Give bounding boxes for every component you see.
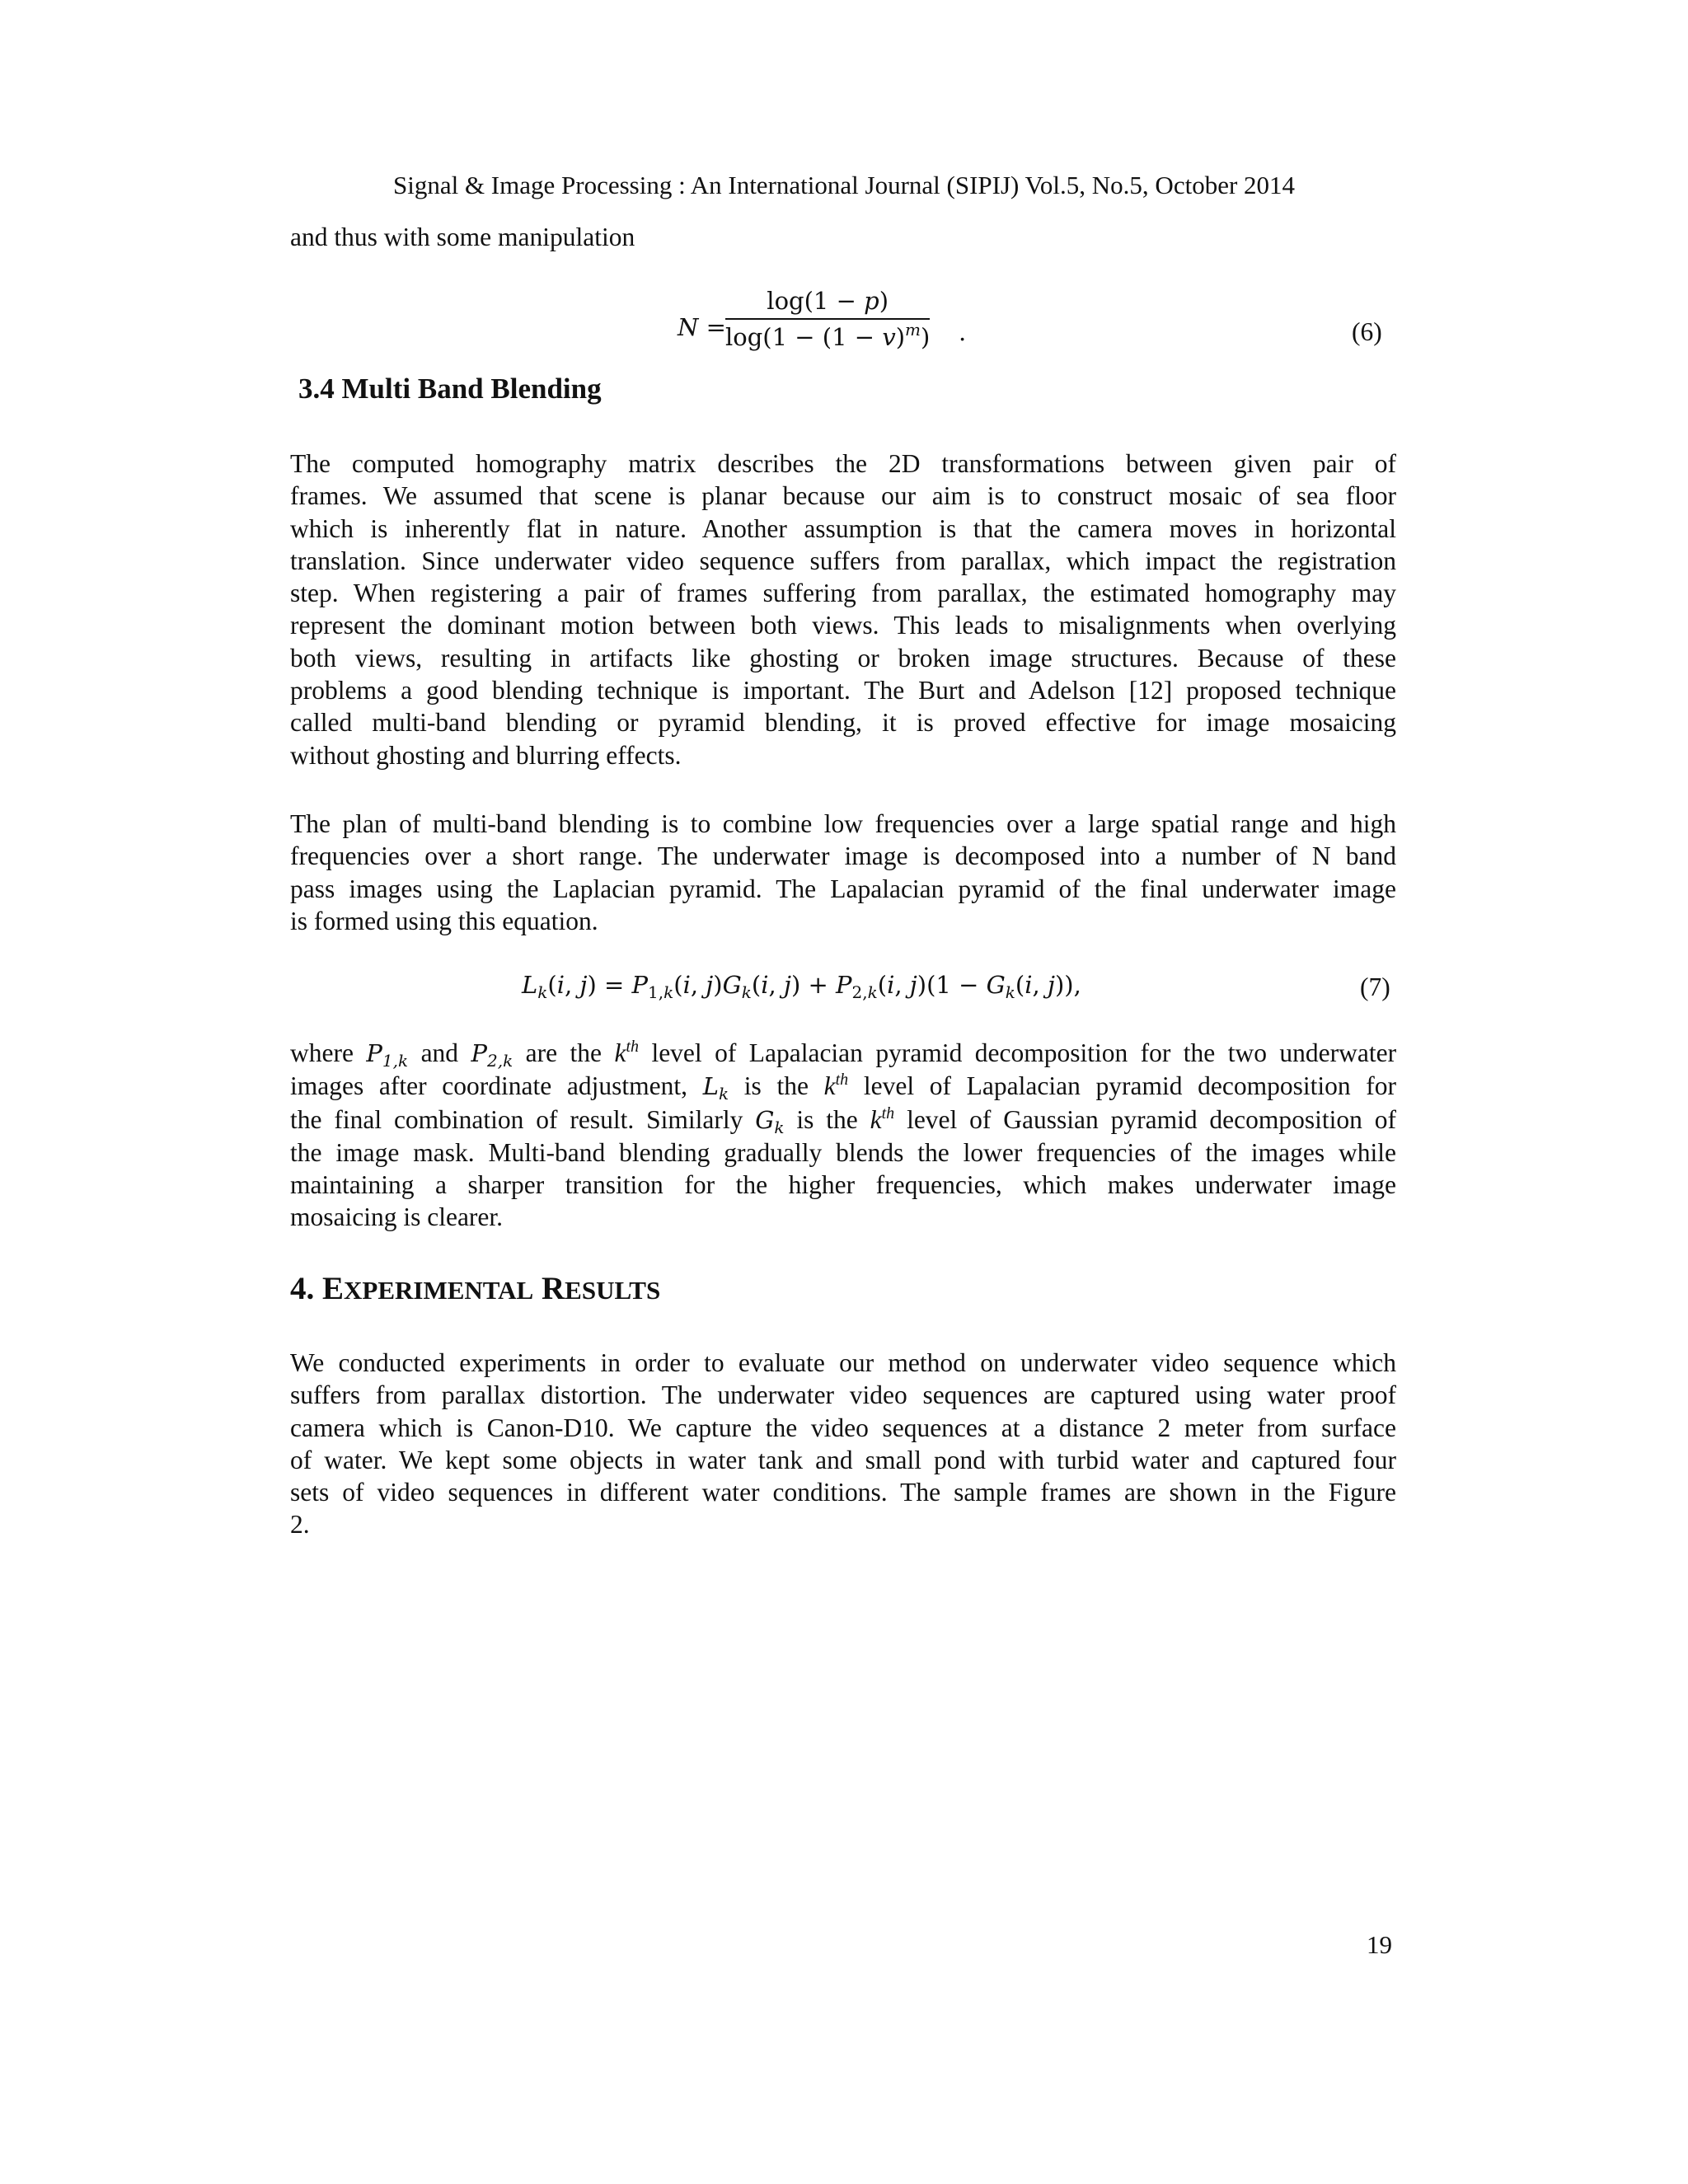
text-line: The computed homography matrix describes the 2D transformations between given pair of — [290, 449, 1396, 478]
text-line: step. When registering a pair of frames suffering from parallax, the estimated homography may — [290, 579, 1396, 608]
text-line: which is inherently flat in nature. Another assumption is that the camera moves in horizontal — [290, 513, 1396, 543]
text-line: frames. We assumed that scene is planar because our aim is to construct mosaic of sea floor — [290, 481, 1396, 511]
section-4-heading: 4. EXPERIMENTAL RESULTS — [290, 1271, 661, 1306]
eq6-denominator: $\log(1 - (1 - v)^m)$ — [725, 320, 931, 351]
eq6-fraction — [725, 287, 930, 351]
text-line: where $P_{1,k}$ and $P_{2,k}$ are the $k^{th}$ level of Lapalacian pyramid decomposition for the two underwater — [290, 1038, 1397, 1071]
paragraph-homography — [290, 448, 1396, 771]
lead-text: and thus with some manipulation — [290, 223, 635, 251]
text-line: images after coordinate adjustment, $L_k$ is the $k^{th}$ level of Lapalacian pyramid decomposition for — [290, 1071, 1397, 1104]
text-line: The plan of multi-band blending is to combine low frequencies over a large spatial range and high — [290, 809, 1396, 838]
text-line: called multi-band blending or pyramid blending, it is proved effective for image mosaicing — [290, 708, 1396, 738]
eq6-lhs: N = — [678, 313, 726, 341]
text-line: problems a good blending technique is important. The Burt and Adelson [12] proposed technique — [290, 676, 1396, 705]
eq6-tail: . — [959, 318, 967, 346]
paragraph-experiments — [290, 1347, 1396, 1541]
text-line: frequencies over a short range. The underwater image is decomposed into a number of N band — [290, 841, 1396, 871]
text-line: pass images using the Laplacian pyramid. The Lapalacian pyramid of the final underwater image — [290, 874, 1396, 903]
text-line: sets of video sequences in different water conditions. The sample frames are shown in the Figure — [290, 1478, 1396, 1507]
text-line: the image mask. Multi-band blending gradually blends the lower frequencies of the images while — [290, 1137, 1396, 1167]
eq6-number: (6) — [1352, 317, 1382, 346]
paragraph-multiband-plan — [290, 808, 1396, 937]
text-line: 2. — [290, 1510, 310, 1540]
text-line: suffers from parallax distortion. The underwater video sequences are captured using water proof — [290, 1380, 1396, 1410]
text-line: is formed using this equation. — [290, 906, 598, 935]
text-line: camera which is Canon-D10. We capture the video sequences at a distance 2 meter from surface — [290, 1413, 1396, 1442]
eq6-numerator: log(1 − p) — [767, 287, 889, 315]
text-line: translation. Since underwater video sequence suffers from parallax, which impact the registration — [290, 546, 1396, 575]
text-line: both views, resulting in artifacts like ghosting or broken image structures. Because of these — [290, 643, 1396, 673]
text-line: maintaining a sharper transition for the higher frequencies, which makes underwater image — [290, 1170, 1396, 1200]
text-line: without ghosting and blurring effects. — [290, 740, 682, 770]
text-line: the final combination of result. Similarly $G_k$ is the $k^{th}$ level of Gaussian pyramid decomposition of — [290, 1104, 1397, 1137]
text-line: mosaicing is clearer. — [290, 1202, 504, 1232]
text-line: represent the dominant motion between both views. This leads to misalignments when overlying — [290, 611, 1396, 640]
journal-header: Signal & Image Processing : An International Journal (SIPIJ) Vol.5, No.5, October 2014 — [392, 171, 1296, 199]
page-number: 19 — [1367, 1930, 1392, 1959]
text-line: of water. We kept some objects in water tank and small pond with turbid water and captured four — [290, 1445, 1396, 1474]
eq7-body: $L_k(i$, $j) = P_{1,k}(i$, $j)G_k(i$, $j) + P_{2,k}(i$, $j)(1 - G_k(i$, j)), — [522, 971, 1081, 1002]
text-line: We conducted experiments in order to evaluate our method on underwater video sequence which — [290, 1348, 1396, 1377]
section-3-4-heading: 3.4 Multi Band Blending — [298, 373, 602, 405]
paragraph-where — [290, 1037, 1396, 1234]
eq7-number: (7) — [1360, 972, 1390, 1001]
